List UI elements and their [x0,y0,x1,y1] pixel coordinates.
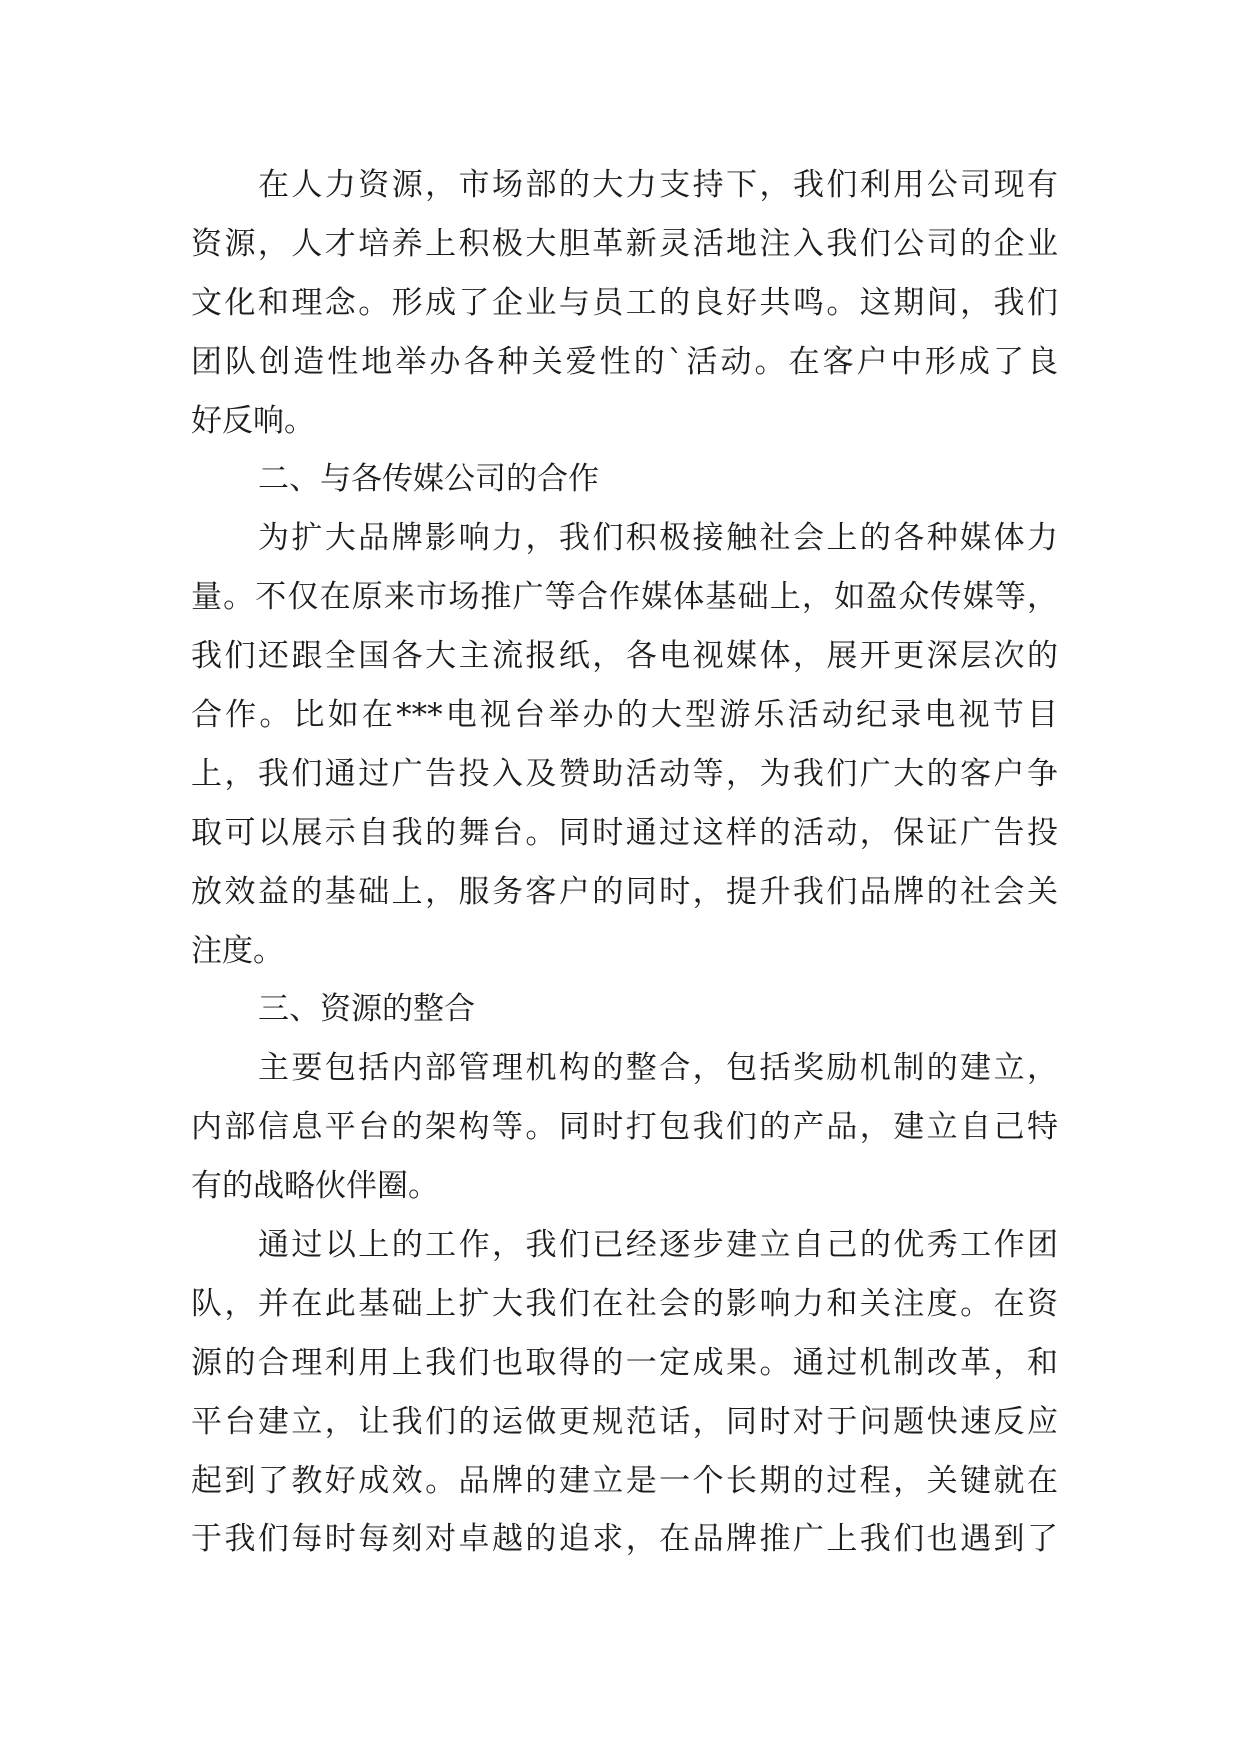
paragraph [191,1039,1058,1216]
text-line: 源的合理利用上我们也取得的一定成果。通过机制改革，和 [191,1344,1058,1381]
text-line: 为扩大品牌影响力，我们积极接触社会上的各种媒体力 [258,520,1058,557]
text-line: 量。不仅在原来市场推广等合作媒体基础上，如盈众传媒等， [191,579,1058,616]
text-line: 注度。 [191,932,284,969]
text-line: 合作。比如在***电视台举办的大型游乐活动纪录电视节目 [191,697,1058,734]
text-line: 有的战略伙伴圈。 [191,1168,439,1205]
paragraph [191,1216,1058,1569]
section-heading: 三、资源的整合 [258,991,475,1028]
text-line: 内部信息平台的架构等。同时打包我们的产品，建立自己特 [191,1109,1058,1146]
text-line: 主要包括内部管理机构的整合，包括奖励机制的建立， [258,1050,1058,1087]
text-line: 上，我们通过广告投入及赞助活动等，为我们广大的客户争 [191,755,1058,792]
text-line: 我们还跟全国各大主流报纸，各电视媒体，展开更深层次的 [191,638,1058,675]
text-line: 好反响。 [191,402,315,439]
text-line: 团队创造性地举办各种关爱性的`活动。在客户中形成了良 [191,343,1058,380]
text-line: 放效益的基础上，服务客户的同时，提升我们品牌的社会关 [191,873,1058,910]
text-line: 起到了教好成效。品牌的建立是一个长期的过程，关键就在 [191,1462,1058,1499]
document-body [191,156,1058,1569]
text-line: 平台建立，让我们的运做更规范话，同时对于问题快速反应 [191,1403,1058,1440]
text-line: 通过以上的工作，我们已经逐步建立自己的优秀工作团 [258,1227,1058,1264]
text-line: 队，并在此基础上扩大我们在社会的影响力和关注度。在资 [191,1285,1058,1322]
text-line: 文化和理念。形成了企业与员工的良好共鸣。这期间，我们 [191,284,1058,321]
text-line: 于我们每时每刻对卓越的追求，在品牌推广上我们也遇到了 [191,1521,1058,1558]
text-line: 在人力资源，市场部的大力支持下，我们利用公司现有 [258,167,1058,203]
paragraph [191,156,1058,450]
section-heading: 二、与各传媒公司的合作 [258,461,599,498]
text-line: 资源，人才培养上积极大胆革新灵活地注入我们公司的企业 [191,225,1058,262]
paragraph [191,509,1058,980]
text-line: 取可以展示自我的舞台。同时通过这样的活动，保证广告投 [191,814,1058,851]
